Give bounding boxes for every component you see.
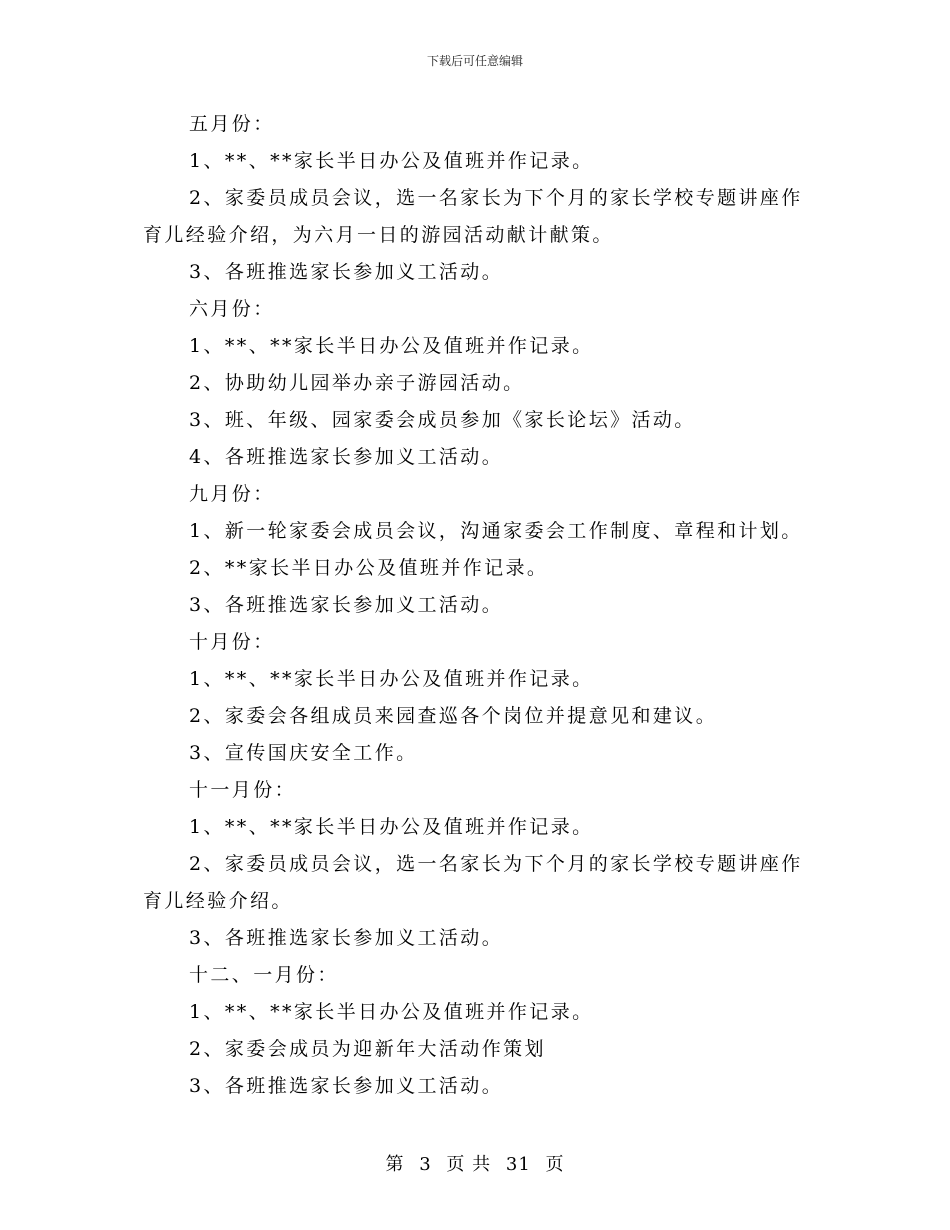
paragraph-month-december-january: 十二、一月份：: [189, 964, 339, 986]
page-number-prefix: 第: [385, 1154, 405, 1175]
paragraph: 2、家委会成员为迎新年大活动作策划: [189, 1038, 546, 1060]
paragraph: 3、宣传国庆安全工作。: [189, 742, 418, 764]
paragraph-month-september: 九月份：: [189, 483, 275, 505]
paragraph: 1、**、**家长半日办公及值班并作记录。: [189, 1001, 594, 1023]
paragraph: 1、**、**家长半日办公及值班并作记录。: [189, 150, 594, 172]
paragraph: 3、各班推选家长参加义工活动。: [189, 927, 504, 949]
paragraph: 3、各班推选家长参加义工活动。: [189, 261, 504, 283]
paragraph-month-october: 十月份：: [189, 631, 275, 653]
total-page-count: 31: [505, 1154, 531, 1175]
paragraph: 3、各班推选家长参加义工活动。: [189, 1075, 504, 1097]
page-footer: [0, 1153, 950, 1177]
document-body: [143, 106, 807, 1105]
page-number-middle: 页 共: [446, 1154, 492, 1175]
paragraph: 2、家委员成员会议，选一名家长为下个月的家长学校专题讲座作育儿经验介绍。: [143, 853, 803, 912]
paragraph-month-june: 六月份：: [189, 298, 275, 320]
paragraph: 3、班、年级、园家委会成员参加《家长论坛》活动。: [189, 409, 696, 431]
paragraph: 4、各班推选家长参加义工活动。: [189, 446, 504, 468]
paragraph: 2、家委员成员会议，选一名家长为下个月的家长学校专题讲座作育儿经验介绍，为六月一日的游园活动献计献策。: [143, 187, 803, 246]
paragraph: 3、各班推选家长参加义工活动。: [189, 594, 504, 616]
paragraph: 1、**、**家长半日办公及值班并作记录。: [189, 816, 594, 838]
paragraph: 2、**家长半日办公及值班并作记录。: [189, 557, 549, 579]
paragraph: 1、新一轮家委会成员会议，沟通家委会工作制度、章程和计划。: [189, 520, 803, 542]
paragraph: 1、**、**家长半日办公及值班并作记录。: [189, 668, 594, 690]
paragraph-month-november: 十一月份：: [189, 779, 297, 801]
paragraph: 2、家委会各组成员来园查巡各个岗位并提意见和建议。: [189, 705, 718, 727]
page-header-note: 下载后可任意编辑: [426, 54, 523, 68]
paragraph: 2、协助幼儿园举办亲子游园活动。: [189, 372, 525, 394]
paragraph-month-may: 五月份：: [189, 113, 275, 135]
paragraph: 1、**、**家长半日办公及值班并作记录。: [189, 335, 594, 357]
current-page-number: 3: [419, 1154, 432, 1175]
page-number-suffix: 页: [545, 1154, 565, 1175]
